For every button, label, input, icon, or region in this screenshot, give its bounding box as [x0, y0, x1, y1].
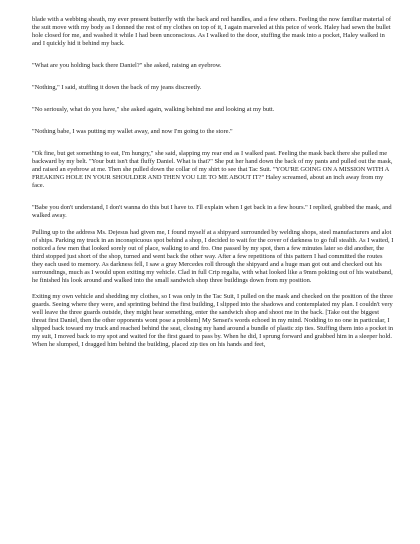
paragraph: "Babe you don't understand, I don't wanna do this but I have to. I'll explain when I get back in a few hours." I replied, grabbed the mask, and walked away. — [32, 204, 392, 219]
paragraph: Exiting my own vehicle and shedding my clothes, so I was only in the Tac Suit, I pulled on the mask and checked on the position of the three guards. Seeing where they were, and sprinting behind the first building, I slipped into the shadows and contemplated my plan. I couldn't very well leave the three guards outside, they might hear something, enter the sandwich shop and shoot me in the back. [Take out the biggest threat first Daniel, then the other opponents wont pose a problem] My Sensei's words echoed in my mind. Nodding to no one in particular, I slipped back toward my truck and reached behind the seat, closing my hand around a bundle of plastic zip ties. Stuffing them into a pocket in my suit, I moved back to my spot and waited for the first guard to pass by. When he did, I sprung forward and grabbed him in a sleeper hold. When he slumped, I dragged him behind the building, placed zip ties on his hands and feet, — [32, 293, 394, 348]
document-body — [32, 16, 395, 358]
paragraph: "Ok fine, but get something to eat, I'm hungry," she said, slapping my rear end as I walked past. Feeling the mask back there she pulled me backward by my belt. "Your butt isn't that fluffy Daniel. What is that?" She put her hand down the back of my pants and pulled out the mask, and raised an eyebrow at me. Then she pulled down the collar of my shirt to see that Tac Suit. "YOU'RE GOING ON A MISSION WITH A FREAKING HOLE IN YOUR SHOULDER AND THEN YOU LIE TO ME ABOUT IT?" Haley screamed, about an inch away from my face. — [32, 150, 393, 189]
paragraph: "Nothing babe, I was putting my wallet away, and now I'm going to the store." — [32, 128, 233, 135]
paragraph: blade with a webbing sheath, my ever present butterfly with the back and red handles, and a few others. Feeling the now familiar material of the suit move with my body as I donned the rest of my clothes on top of it, I again marveled at this peice of work. Haley had sewn the bullet hole closed for me, and washed it while I had been unconscious. As I walked to the door, stuffing the mask into a pocket, Haley walked in and I quickly hid it behind my back. — [32, 16, 391, 47]
paragraph: "What are you holding back there Daniel?" she asked, raising an eyebrow. — [32, 62, 222, 69]
paragraph: Pulling up to the address Ms. Dejesus had given me, I found myself at a shipyard surrounded by welding shops, steel manufacturers and alot of ships. Parking my truck in an inconspicuous spot behind a shop, I decided to wait for the cover of darkness to go full stealth. As I waited, I noticed a few men that looked sorely out of place, walking to and fro. One passed by my spot, then a few minutes later so did another, the third stopped just short of the shop, turned and went back the other way. After a few repetitions of this pattern I had committed the routes they each used to memory. As darkness fell, I saw a gray Mercedes roll through the shipyard and a huge man got out and checked out his surroundings, much as I would upon exiting my vehicle. Clad in full Crip regalia, with what looked like a 9mm pokiing out of his waistband, he finished his look around and walked into the small sandwich shop three buildings down from my position. — [32, 228, 394, 284]
paragraph: "No seriously, what do you have," she asked again, walking behind me and looking at my butt. — [32, 106, 275, 113]
paragraph: "Nothing," I said, stuffing it down the back of my jeans discreetly. — [32, 84, 202, 91]
